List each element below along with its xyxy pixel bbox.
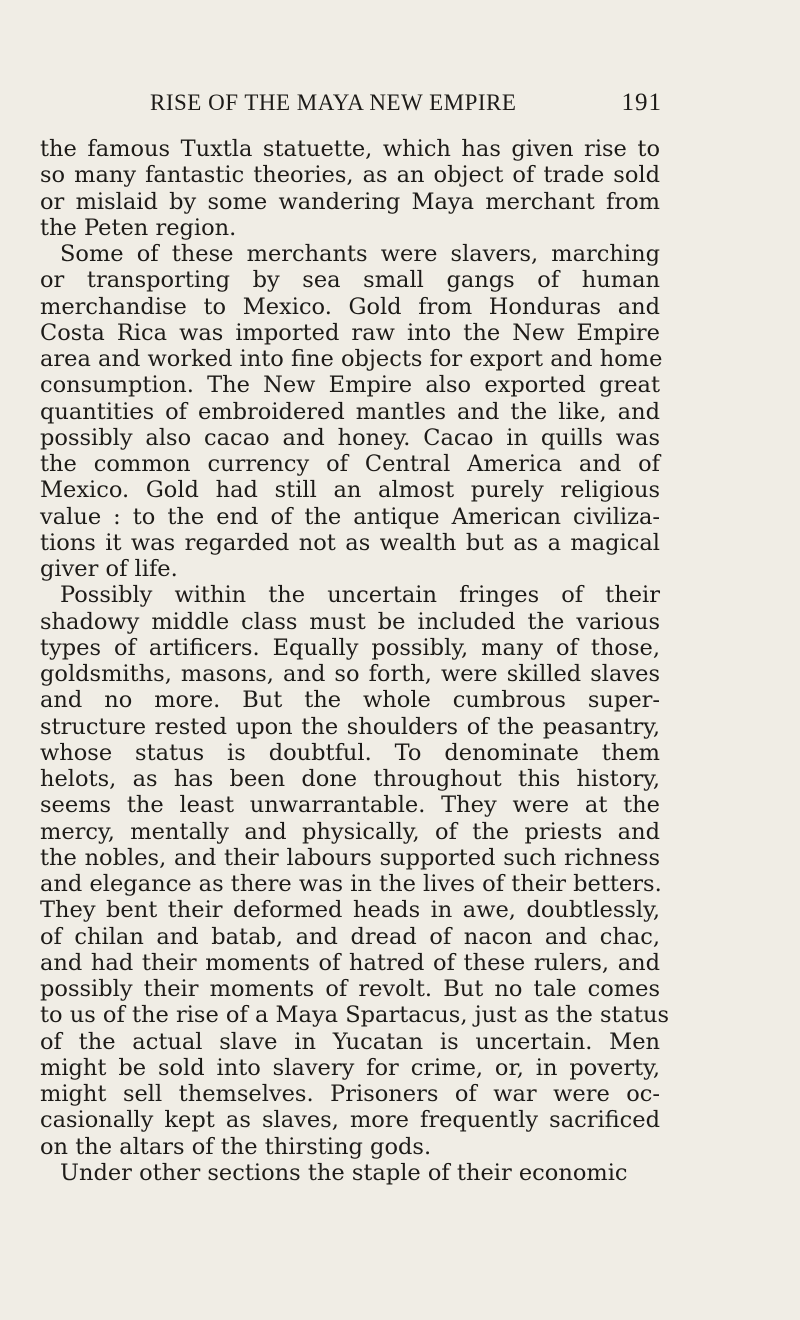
text-line: and elegance as there was in the lives of their betters.: [40, 871, 662, 897]
running-head: [150, 88, 662, 118]
text-line: seems the least unwarrantable. They were at the: [40, 792, 660, 819]
text-line: so many fantastic theories, as an object of trade sold: [40, 162, 660, 189]
text-line: mercy, mentally and physically, of the priests and: [40, 818, 660, 845]
running-title: RISE OF THE MAYA NEW EMPIRE: [150, 90, 517, 115]
text-line: or mislaid by some wandering Maya merchant from: [40, 188, 660, 215]
text-line: structure rested upon the shoulders of the peasantry,: [40, 713, 660, 740]
text-line: on the altars of the thirsting gods.: [40, 1133, 432, 1160]
text-line: goldsmiths, masons, and so forth, were skilled slaves: [40, 661, 660, 687]
body-text: [40, 136, 670, 1186]
page-number: 191: [621, 89, 662, 116]
text-line: value : to the end of the antique American civiliza-: [40, 503, 660, 530]
text-line: giver of life.: [40, 556, 178, 582]
text-line: types of artificers. Equally possibly, many of those,: [40, 634, 660, 661]
text-line: to us of the rise of a Maya Spartacus, just as the status: [40, 1002, 670, 1029]
text-line: tions it was regarded not as wealth but as a magical: [40, 529, 660, 556]
text-line: the common currency of Central America and of: [40, 451, 660, 477]
text-line: of the actual slave in Yucatan is uncertain. Men: [40, 1028, 660, 1055]
text-line: possibly also cacao and honey. Cacao in quills was: [40, 424, 660, 451]
text-line: Under other sections the staple of their economic: [60, 1159, 628, 1186]
text-line: merchandise to Mexico. Gold from Honduras and: [40, 293, 660, 320]
text-line: the Peten region.: [40, 214, 237, 241]
text-line: might be sold into slavery for crime, or, in poverty,: [40, 1054, 660, 1081]
text-line: whose status is doubtful. To denominate them: [40, 739, 660, 766]
text-line: Costa Rica was imported raw into the New Empire: [40, 319, 660, 346]
text-line: might sell themselves. Prisoners of war were oc-: [40, 1081, 660, 1107]
text-line: shadowy middle class must be included the various: [40, 608, 660, 635]
text-line: helots, as has been done throughout this history,: [40, 766, 660, 792]
text-line: consumption. The New Empire also exported great: [40, 372, 660, 399]
text-line: or transporting by sea small gangs of human: [40, 267, 660, 294]
text-line: quantities of embroidered mantles and the like, and: [40, 398, 660, 425]
text-line: of chilan and batab, and dread of nacon and chac,: [40, 923, 660, 950]
text-line: Some of these merchants were slavers, marching: [60, 241, 660, 267]
text-line: Possibly within the uncertain fringes of their: [60, 582, 660, 609]
text-line: casionally kept as slaves, more frequently sacrificed: [40, 1107, 660, 1134]
text-line: They bent their deformed heads in awe, doubtlessly,: [40, 897, 660, 924]
text-line: and no more. But the whole cumbrous super-: [40, 687, 660, 714]
text-line: the nobles, and their labours supported such richness: [40, 844, 660, 871]
text-line: the famous Tuxtla statuette, which has given rise to: [40, 136, 660, 162]
text-line: Mexico. Gold had still an almost purely religious: [40, 477, 660, 504]
text-line: possibly their moments of revolt. But no tale comes: [40, 976, 660, 1002]
text-line: area and worked into fine objects for export and home: [40, 346, 663, 372]
text-line: and had their moments of hatred of these rulers, and: [40, 949, 660, 976]
